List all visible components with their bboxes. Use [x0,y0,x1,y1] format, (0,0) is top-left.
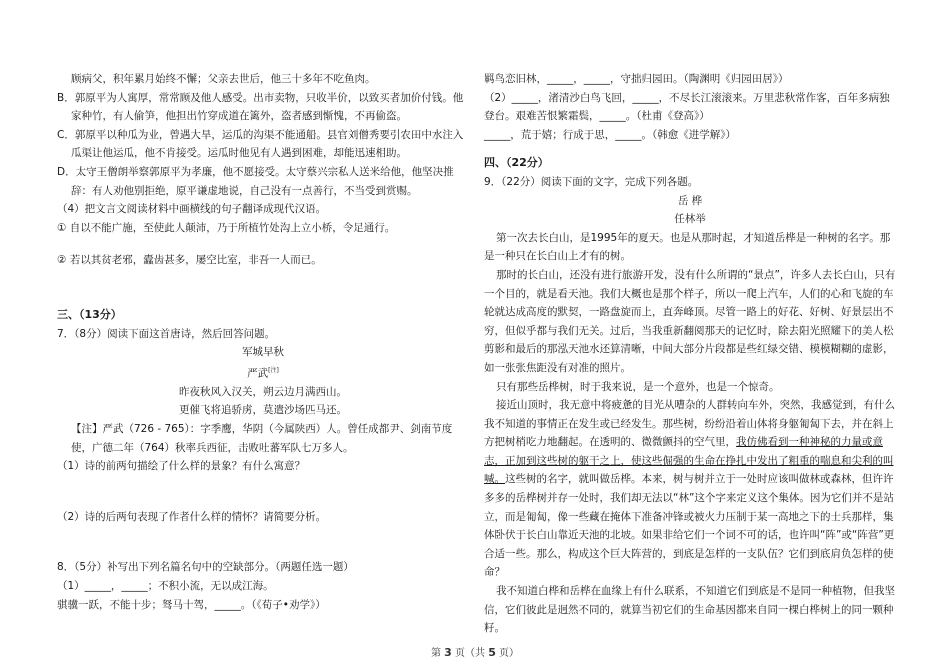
option-c: C．郭原平以种瓜为业，曾遇大旱，运瓜的沟渠不能通船。县官刘僧秀要引农田中水注入瓜渠让他运瓜，他不肯接受。运瓜时他见有人遇到困难，却能迅速相助。 [57,128,464,160]
section-4-heading: 四、（22分） [484,156,549,170]
answer-a-continued: 顾病父，积年累月始终不懈；父亲去世后，他三十多年不吃鱼肉。 [71,73,376,85]
fill-blank-line-3: _____，荒于嬉；行成于思，_____。（韩愈《进学解》） [484,128,736,141]
poem-note [57,420,469,457]
note-label: 【注】 [71,423,103,435]
q7-sub-1: （1）诗的前两句描绘了什么样的景象？有什么寓意？ [57,460,306,473]
total-pages: 5 [488,646,496,659]
poem-line-2: 更催飞将追骄虏，莫遣沙场匹马还。 [179,404,347,417]
sub-question-4: （4）把文言文阅读材料中画横线的句子翻译成现代汉语。 [57,203,327,216]
fill-blank-line-2: （2）_____，渚清沙白鸟飞回，_____，不尽长江滚滚来。万里悲秋常作客，百年多病独登台。艰难苦恨繁霜鬓，_____。（杜甫《登高》） [484,91,890,123]
poem-line-1: 昨夜秋风入汉关，朔云边月满西山。 [179,385,347,398]
page-number: 3 [444,646,452,659]
essay-paragraph-1: 第一次去长白山，是1995年的夏天。也是从那时起，才知道岳桦是一种树的名字。那是一种只在长白山上才有的树。 [484,231,891,263]
underlined-sentence: 我仿佛看到一种神秘的力量或意志，正加到这些树的躯干之上，使这些倔强的生命在挣扎中发出了粗重的喘息和尖利的叫喊。 [484,436,894,486]
left-column [57,70,469,614]
note-marker: [注] [268,366,279,374]
q8-stem: 8．（5分）补写出下列名篇名句中的空缺部分。（两题任选一题） [57,561,354,574]
essay-paragraph-5: 我不知道白桦和岳桦在血缘上有什么联系，不知道它们到底是不是同一种植物，但我坚信，它们彼此是迥然不同的，就算当初它们的生命基因都来自同一棵白桦树上的同一颗种籽。 [484,585,895,635]
q8-line-2: 骐骥一跃，不能十步；驽马十驾，_____。（《荀子•劝学》） [57,598,326,611]
translate-sentence-1: ① 自以不能广施，至使此人颠沛，乃于所植竹处沟上立小桥，令足通行。 [57,221,396,234]
translate-sentence-2: ② 若以其贫老邪，蠹齿甚多，屡空比室，非吾一人而已。 [57,254,322,267]
essay-title: 岳 桦 [677,194,703,207]
option-d: D．太守王僧朗举察郭原平为孝廉，他不愿接受。太守蔡兴宗私人送米给他，他坚决推辞：有人劝他别拒绝，原平谦虚地说，自己没有一点善行，不当受到赏赐。 [57,165,454,197]
page-footer: 第 3 页（共 5 页） [430,646,520,659]
q8-line-1: （1）_____，_____；不积小流，无以成江海。 [57,579,274,592]
essay-paragraph-4: 接近山顶时，我无意中将疲惫的目光从嘈杂的人群转向车外，突然，我感觉到，有什么我不知道的事情正在发生或已经发生。那些树，纷纷沿着山体将身躯匍匐下去，并在斜上方把树梢吃力地翻起。在透明的、微微颤抖的空气里，我仿佛看到一种神秘的力量或意志，正加到这些树的躯干之上，使这些倔强的生命在挣扎中发出了粗重的喘息和尖利的叫喊。这些树的名字，就叫做岳桦。本来，树与树并立于一处时应该叫做林或森林，但许许多多的岳桦树并存一处时，我们却无法以“林”这个字来定义这个集体。因为它们并不是站立，而是匍匐，像一些藏在掩体下准备冲锋或被火力压制于某一高地之下的士兵那样，集体卧伏于长白山靠近天池的北坡。如果非给它们一个词不可的话，也许叫“阵”或“阵营”更合适一些。那么，构成这个巨大阵营的，到底是怎样的一支队伍？它们到底肩负怎样的使命？ [484,399,895,579]
note-text: 严武（726 - 765）：字季鹰，华阴（今属陕西）人。曾任成都尹、剑南节度使，广德二年（764）秋率兵西征，击败吐蕃军队七万多人。 [71,423,453,454]
right-column [484,70,896,638]
essay-paragraph-2: 那时的长白山，还没有进行旅游开发，没有什么所谓的“景点”，许多人去长白山，只有一个目的，就是看天池。我们大概也是那个样子，所以一爬上汽车，人们的心和飞旋的车轮就达成高度的默契，一路盘旋而上，直奔峰顶。尽管一路上的好花、好树、好景层出不穷，但似乎都与我们无关。过后，当我重新翻阅那天的记忆时，除去阳光照耀下的美人松剪影和最后的那泓天池水还算清晰，中间大部分片段都是些红绿交错、模模糊糊的虚影，如一张张焦距没有对准的照片。 [484,268,896,374]
fill-blank-line-1: 羁鸟恋旧林，_____，_____，守拙归园田。（陶渊明《归园田居》） [484,73,789,85]
q7-sub-2: （2）诗的后两句表现了作者什么样的情怀？请简要分析。 [57,510,327,523]
essay-author: 任林举 [674,213,706,226]
option-b: B．郭原平为人寓厚，常常顾及他人感受。出市卖物，只收半价，以致买者加价付钱。他家种竹，有人偷笋，他担出竹穿成道在篱外，盗者感到惭愧，不再偷盗。 [57,91,464,123]
poem-author: 严武[注] [247,366,279,380]
q7-stem: 7．（8分）阅读下面这首唐诗，然后回答问题。 [57,327,276,340]
section-3-heading: 三、（13分） [57,307,122,321]
q9-stem: 9．（22分）阅读下面的文字，完成下列各题。 [484,175,699,188]
poem-title: 军城早秋 [242,346,284,359]
essay-paragraph-3: 只有那些岳桦树，时于我来说，是一个意外，也是一个惊奇。 [496,380,780,393]
